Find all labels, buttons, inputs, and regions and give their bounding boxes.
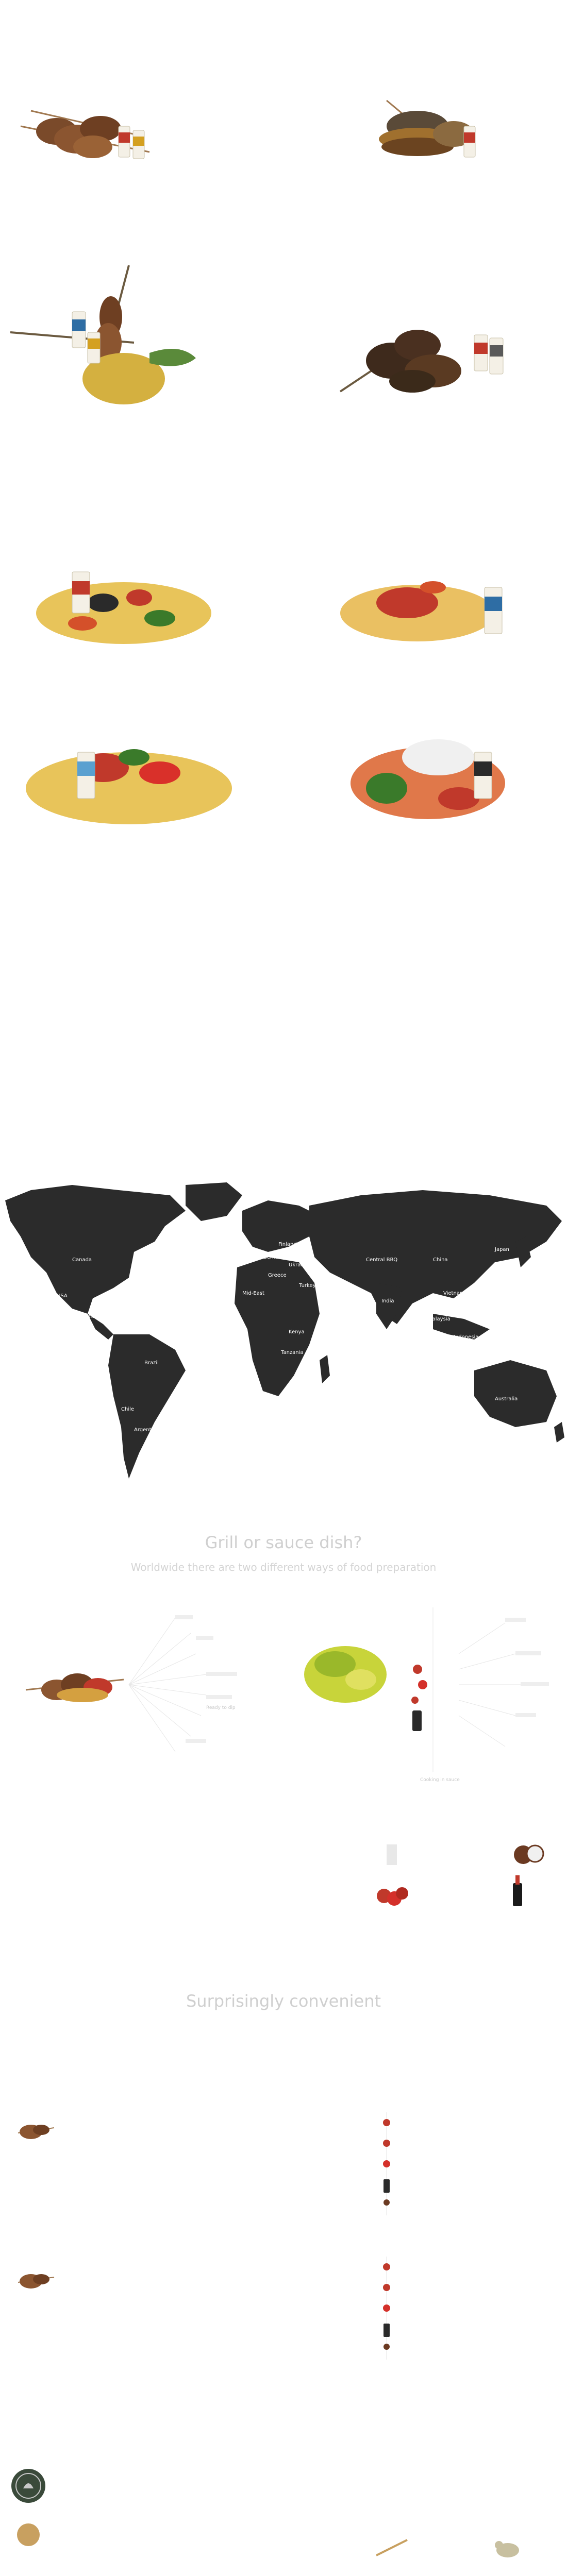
map-label: Argentina [134,1427,159,1433]
kebab-icon [15,90,165,173]
burger-icon [356,90,510,173]
pasta-dish-3 [10,711,247,840]
map-label: Indonesia [454,1334,479,1340]
world-map-graphic [0,1180,567,1499]
map-label: Canada [72,1257,92,1263]
ingredient-animal-grid [361,2535,546,2576]
grill-diagram [21,1607,278,1762]
prep-subtitle: Worldwide there are two different ways of food preparation [130,1561,437,1573]
map-label: Central BBQ [366,1257,398,1263]
map-label: Madagascar [309,1386,341,1392]
map-label: Kenya [289,1329,305,1335]
chicken-icon [495,2541,519,2557]
kebab-with-spice-jar [15,90,165,173]
convenient-sauce-1 [376,2112,397,2215]
soy-sauce-icon [513,1875,522,1906]
grill-caption: Ready to dip [206,1705,236,1710]
map-label: Chile [121,1406,135,1412]
map-label: Brazil [144,1360,159,1366]
pasta-icon [335,711,552,840]
skewer-icon [376,2540,407,2555]
map-label: Finland [278,1242,297,1247]
pasta-icon [10,711,247,840]
map-label: Ukraine [289,1262,309,1268]
map-label: Turkey [299,1283,316,1289]
map-label: Tanzania [281,1350,304,1355]
map-label: Australia [495,1396,518,1402]
spice-ball [15,2522,41,2548]
map-label: Japan [495,1247,509,1252]
map-label: Germany [263,1255,287,1260]
map-label: Mid-East [242,1291,264,1296]
map-label: China [433,1257,448,1263]
map-label: BBQ Area [103,1306,128,1312]
convenient-sauce-2 [376,2257,397,2360]
convenient-grill-2 [15,2267,57,2293]
burger-with-spice-jar [356,90,510,173]
map-label: Greece [268,1273,287,1278]
map-label: USA [57,1293,68,1299]
prep-title: Grill or sauce dish? [205,1533,362,1552]
pasta-dish-2 [330,551,546,659]
pasta-dish-4 [335,711,552,840]
pasta-icon [289,1602,557,1788]
map-label: Malaysia [428,1316,451,1322]
kebab-icon [21,1607,278,1762]
map-label: Iran [330,1291,340,1296]
world-map [0,1180,567,1499]
kebab-icon [15,2267,57,2293]
coconut-icon [514,1845,543,1864]
kebab-icon [15,2117,57,2143]
ingredient-group [371,1839,546,1917]
grilled-meat-with-spice-jar [335,289,531,412]
sauce-caption: Cooking in sauce [420,1777,460,1783]
chili-icon [376,2257,397,2360]
map-label: Vietnam [443,1291,465,1296]
map-label: Mexico [80,1314,98,1319]
skewer-with-sauce [5,260,242,435]
sauce-diagram [289,1602,557,1788]
skewer-sauce-icon [5,260,242,435]
map-label: India [381,1298,394,1304]
grilled-meat-icon [335,289,531,412]
pasta-dish-1 [21,556,237,659]
logo-icon [10,2468,46,2504]
pasta-icon [21,556,237,659]
pasta-icon [330,551,546,659]
logo-badge [10,2468,46,2504]
chili-icon [377,1844,408,1906]
chili-icon [376,2112,397,2215]
convenient-grill-1 [15,2117,57,2143]
convenient-title: Surprisingly convenient [186,1991,381,2011]
